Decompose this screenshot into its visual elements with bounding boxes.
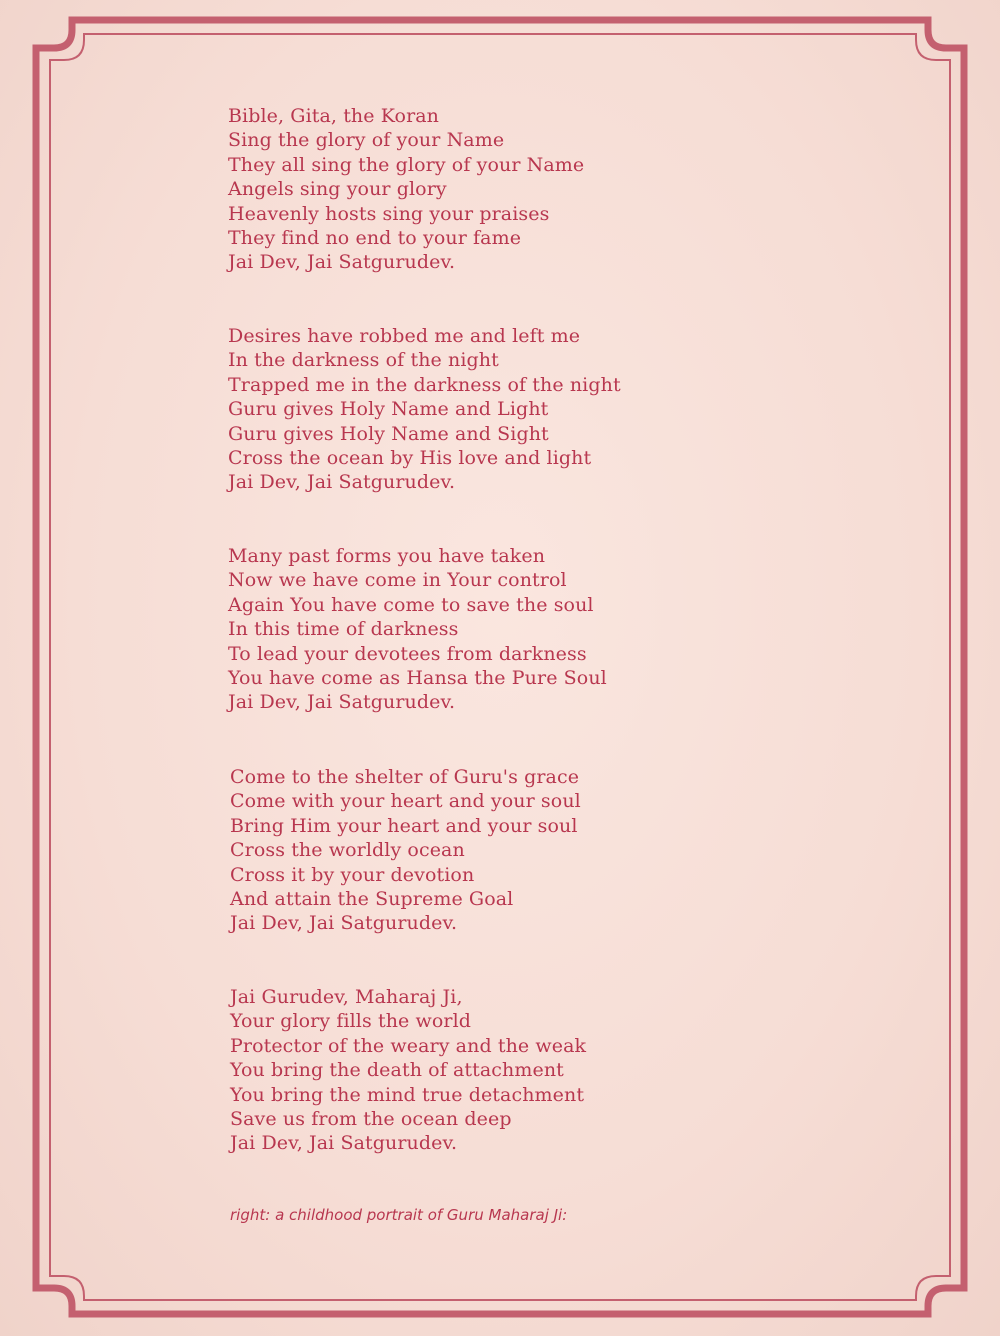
poem-line: Save us from the ocean deep [230, 1108, 512, 1131]
poem-line: Bring Him your heart and your soul [230, 814, 578, 837]
poem-line: Now we have come in Your control [228, 569, 567, 592]
poem-line: Your glory fills the world [230, 1010, 472, 1033]
poem-line: You bring the mind true detachment [230, 1083, 585, 1106]
poem-line: Protector of the weary and the weak [230, 1034, 587, 1057]
poem-line: Cross the ocean by His love and light [228, 447, 592, 470]
poem-line: Come to the shelter of Guru's grace [230, 766, 580, 788]
poem-line: To lead your devotees from darkness [228, 642, 587, 665]
poem-line: Many past forms you have taken [228, 545, 546, 567]
poem-line: They all sing the glory of your Name [228, 153, 585, 176]
poem-line: Cross the worldly ocean [230, 839, 465, 862]
poem-line: In this time of darkness [228, 618, 459, 641]
stanza-2 [228, 324, 621, 495]
poem-line: You bring the death of attachment [230, 1059, 564, 1082]
poem-line: Trapped me in the darkness of the night [228, 373, 621, 396]
poem-line: Come with your heart and your soul [230, 790, 581, 813]
stanza-3 [228, 544, 607, 715]
poem-line: In the darkness of the night [228, 349, 499, 372]
poem-line: You have come as Hansa the Pure Soul [228, 667, 607, 690]
poem-line: Jai Dev, Jai Satgurudev. [228, 471, 456, 494]
poem-line: Again You have come to save the soul [228, 593, 594, 616]
poem-line: Heavenly hosts sing your praises [228, 202, 550, 225]
poem-line: Guru gives Holy Name and Sight [228, 422, 549, 445]
stanza-5 [230, 985, 586, 1156]
poem-line: Guru gives Holy Name and Light [228, 398, 549, 421]
poem-line: Bible, Gita, the Koran [228, 105, 440, 127]
poem-line: Desires have robbed me and left me [228, 325, 581, 347]
poem-line: Jai Dev, Jai Satgurudev. [228, 251, 456, 274]
stanza-4 [230, 765, 581, 936]
poem-line: Jai Dev, Jai Satgurudev. [230, 912, 458, 935]
stanza-1 [228, 104, 584, 275]
poem-line: Jai Dev, Jai Satgurudev. [230, 1132, 458, 1155]
poem-line: Sing the glory of your Name [228, 129, 505, 152]
poem-line: They find no end to your fame [228, 227, 522, 250]
poem-line: Jai Gurudev, Maharaj Ji, [230, 986, 463, 1008]
poem-line: Angels sing your glory [228, 178, 447, 201]
poem-line: Jai Dev, Jai Satgurudev. [228, 691, 456, 714]
photo-caption: right: a childhood portrait of Guru Maharaj Ji: [230, 1206, 568, 1224]
poem-line: And attain the Supreme Goal [230, 888, 514, 911]
poem-line: Cross it by your devotion [230, 863, 475, 886]
